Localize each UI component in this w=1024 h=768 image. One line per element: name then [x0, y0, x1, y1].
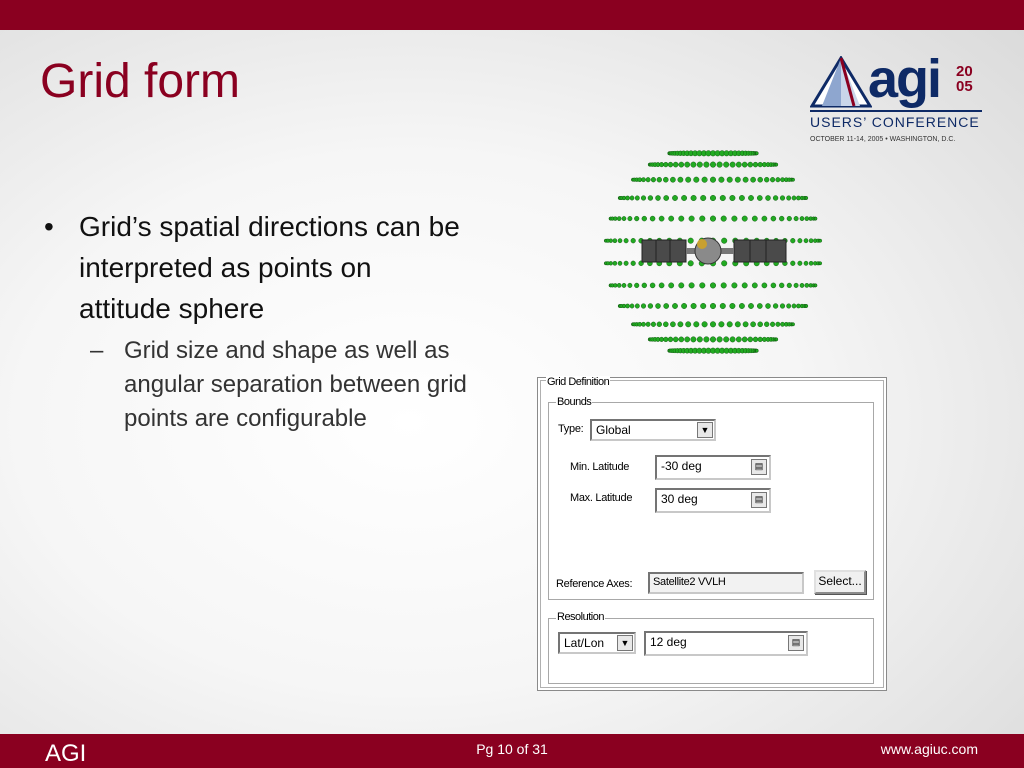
grid-point: [743, 322, 748, 327]
grid-point: [732, 216, 738, 222]
grid-point: [787, 216, 792, 221]
grid-point: [790, 261, 795, 266]
grid-point: [618, 239, 622, 243]
grid-point: [689, 283, 695, 289]
grid-point: [757, 303, 762, 308]
logo-rule: [810, 110, 982, 112]
grid-point: [780, 196, 785, 201]
logo-subtitle: USERS’ CONFERENCE: [810, 114, 980, 130]
grid-definition-title: Grid Definition: [547, 376, 610, 388]
grid-point: [800, 216, 804, 220]
grid-point: [628, 216, 632, 221]
grid-point: [626, 304, 630, 308]
grid-point: [780, 322, 784, 326]
grid-point: [648, 304, 653, 309]
grid-point: [642, 216, 647, 221]
grid-point: [670, 322, 675, 327]
pyramid-logo-icon: [810, 56, 872, 110]
select-button[interactable]: Select...: [814, 570, 866, 594]
min-latitude-value: -30 deg: [661, 459, 702, 473]
grid-point: [771, 216, 776, 221]
grid-point: [691, 337, 696, 342]
unit-spin-icon[interactable]: ▤: [751, 459, 767, 475]
grid-point: [710, 337, 716, 343]
grid-point: [681, 195, 686, 200]
grid-point: [776, 177, 780, 182]
sub-bullet-item: [90, 334, 480, 436]
grid-point: [757, 195, 762, 200]
grid-point: [672, 195, 677, 200]
grid-point: [710, 195, 716, 201]
grid-point: [634, 216, 639, 221]
grid-point: [668, 337, 673, 342]
grid-point: [617, 217, 621, 221]
grid-point: [613, 217, 617, 221]
grid-point: [663, 162, 668, 167]
grid-point: [814, 284, 817, 287]
grid-point: [732, 283, 738, 289]
bullet-mark: •: [44, 211, 54, 242]
grid-point: [694, 177, 700, 183]
grid-point: [798, 261, 802, 266]
grid-point: [796, 196, 800, 200]
grid-point: [609, 261, 613, 265]
resolution-step-field[interactable]: [644, 631, 808, 656]
type-dropdown[interactable]: [590, 419, 716, 441]
grid-definition-form: [537, 377, 887, 691]
grid-point: [762, 283, 767, 288]
grid-point: [700, 303, 706, 309]
footer-url[interactable]: www.agiuc.com: [880, 741, 978, 757]
grid-point: [809, 239, 813, 243]
grid-point: [634, 283, 639, 288]
grid-point: [748, 337, 753, 342]
grid-point: [697, 337, 703, 343]
max-latitude-field[interactable]: [655, 488, 771, 513]
grid-point: [721, 216, 727, 222]
grid-point: [681, 303, 686, 308]
bounds-title: Bounds: [557, 396, 592, 408]
grid-point: [657, 322, 662, 327]
grid-point: [622, 283, 626, 287]
resolution-mode-value: Lat/Lon: [564, 636, 605, 650]
grid-point: [669, 216, 674, 221]
grid-point: [775, 338, 778, 341]
grid-point: [685, 177, 690, 182]
grid-point: [750, 322, 755, 327]
grid-point: [804, 261, 808, 265]
grid-point: [780, 304, 785, 309]
grid-point: [659, 162, 663, 167]
logo-year-top: 20: [956, 63, 973, 80]
dropdown-arrow-icon[interactable]: ▼: [617, 635, 633, 651]
grid-point: [800, 283, 804, 287]
grid-point: [753, 162, 758, 167]
unit-spin-icon[interactable]: ▤: [751, 492, 767, 508]
grid-point: [719, 177, 725, 183]
grid-point: [685, 162, 690, 167]
logo-dates: OCTOBER 11-14, 2005 • WASHINGTON, D.C.: [810, 136, 956, 143]
top-banner: [0, 0, 1024, 30]
grid-point: [730, 303, 736, 309]
grid-point: [655, 303, 660, 308]
grid-point: [631, 238, 636, 243]
grid-point: [727, 322, 733, 328]
grid-point: [702, 322, 708, 328]
grid-point: [622, 304, 626, 308]
grid-point: [805, 304, 808, 307]
grid-point: [758, 162, 763, 167]
grid-point: [710, 303, 716, 309]
grid-point: [762, 216, 767, 221]
type-dropdown-value: Global: [596, 423, 631, 437]
grid-point: [717, 162, 723, 168]
grid-point: [758, 177, 763, 182]
grid-point: [792, 178, 795, 181]
grid-point: [805, 196, 808, 199]
grid-point: [663, 337, 668, 342]
grid-point: [679, 162, 684, 167]
grid-point: [700, 283, 706, 289]
grid-point: [721, 238, 727, 244]
sub-bullet-text: Grid size and shape as well as angular separation between grid points are configurable: [124, 337, 467, 432]
grid-point: [756, 349, 759, 352]
grid-point: [663, 322, 668, 327]
grid-point: [689, 216, 695, 222]
grid-point: [819, 262, 822, 265]
resolution-mode-dropdown[interactable]: [558, 632, 636, 654]
grid-point: [626, 196, 630, 200]
footer-brand: AGI: [45, 740, 87, 767]
grid-point: [723, 162, 729, 168]
logo-wordmark: agi: [868, 49, 941, 109]
dropdown-arrow-icon[interactable]: ▼: [697, 422, 713, 438]
grid-point: [805, 217, 809, 221]
grid-point: [739, 303, 744, 308]
slide-title: Grid form: [40, 55, 241, 108]
resolution-step-value: 12 deg: [650, 635, 687, 649]
min-latitude-label: Min. Latitude: [570, 461, 630, 473]
grid-point: [758, 337, 763, 342]
grid-point: [736, 337, 741, 342]
grid-point: [804, 239, 808, 243]
grid-point: [651, 177, 656, 182]
grid-point: [748, 195, 753, 200]
grid-point: [624, 261, 628, 266]
grid-point: [773, 196, 778, 201]
grid-point: [635, 196, 639, 201]
grid-point: [641, 304, 646, 309]
reference-axes-field[interactable]: [648, 572, 804, 594]
grid-point: [685, 337, 690, 342]
grid-point: [776, 322, 780, 327]
grid-point: [735, 322, 740, 327]
bullet-text: Grid’s spatial directions can be interpreted as points on attitude sphere: [79, 211, 460, 324]
grid-point: [786, 196, 790, 201]
grid-point: [646, 177, 650, 182]
grid-point: [635, 304, 639, 309]
grid-point: [673, 162, 678, 167]
sub-bullet-mark: –: [90, 337, 104, 364]
grid-point: [719, 322, 725, 328]
grid-point: [792, 304, 796, 308]
grid-point: [720, 195, 726, 201]
grid-point: [617, 283, 621, 287]
grid-point: [710, 216, 716, 222]
grid-point: [655, 195, 660, 200]
grid-point: [659, 283, 664, 288]
grid-point: [710, 322, 716, 328]
bullet-item: [44, 206, 464, 329]
attitude-sphere-grid-image: [598, 140, 828, 368]
grid-point: [723, 337, 729, 343]
grid-point: [790, 238, 795, 243]
grid-point: [792, 323, 795, 326]
grid-point: [704, 337, 710, 343]
grid-point: [798, 238, 802, 243]
grid-point: [730, 195, 736, 201]
grid-point: [758, 322, 763, 327]
page-number: Pg 10 of 31: [476, 741, 548, 757]
logo-year-bottom: 05: [956, 78, 973, 95]
grid-point: [641, 196, 646, 201]
grid-point: [770, 177, 775, 182]
grid-point: [748, 303, 753, 308]
grid-point: [651, 322, 656, 327]
type-label: Type:: [558, 423, 584, 435]
grid-point: [697, 162, 703, 168]
max-latitude-label: Max. Latitude: [570, 492, 633, 504]
grid-point: [779, 216, 784, 221]
grid-point: [630, 196, 634, 200]
grid-point: [742, 337, 747, 342]
grid-point: [779, 283, 784, 288]
grid-point: [650, 283, 655, 288]
grid-point: [721, 283, 727, 289]
grid-point: [641, 178, 645, 182]
satellite-model-icon: [642, 238, 786, 264]
grid-point: [613, 261, 617, 265]
grid-point: [631, 261, 636, 266]
grid-point: [638, 178, 642, 182]
grid-point: [735, 177, 740, 182]
grid-point: [618, 261, 622, 265]
grid-point: [730, 337, 735, 342]
grid-point: [796, 304, 800, 308]
grid-point: [691, 303, 697, 309]
grid-point: [727, 177, 733, 183]
grid-point: [679, 337, 684, 342]
grid-point: [672, 303, 677, 308]
grid-point: [748, 162, 753, 167]
resolution-title: Resolution: [557, 611, 604, 623]
grid-point: [650, 216, 655, 221]
grid-point: [764, 177, 769, 182]
grid-point: [794, 216, 798, 221]
grid-point: [700, 195, 706, 201]
grid-point: [668, 162, 673, 167]
grid-point: [628, 283, 632, 288]
min-latitude-field[interactable]: [655, 455, 771, 480]
grid-point: [736, 162, 741, 167]
grid-point: [638, 322, 642, 326]
grid-point: [673, 337, 678, 342]
grid-point: [742, 216, 747, 221]
grid-point: [663, 177, 668, 182]
grid-point: [765, 303, 770, 308]
grid-point: [764, 322, 769, 327]
grid-point: [739, 195, 744, 200]
grid-point: [753, 337, 758, 342]
agi-conference-logo: [806, 49, 986, 150]
grid-point: [679, 283, 684, 288]
grid-point: [691, 162, 696, 167]
grid-point: [664, 303, 669, 308]
reference-axes-value: Satellite2 VVLH: [653, 576, 726, 588]
grid-point: [609, 239, 613, 243]
grid-point: [710, 177, 716, 183]
grid-point: [752, 216, 757, 221]
grid-point: [750, 177, 755, 182]
grid-point: [659, 216, 664, 221]
grid-point: [630, 304, 634, 308]
grid-point: [641, 322, 645, 326]
grid-point: [770, 322, 775, 327]
grid-point: [710, 162, 716, 168]
grid-point: [787, 283, 792, 288]
grid-point: [819, 239, 822, 242]
grid-point: [688, 238, 694, 244]
grid-point: [704, 162, 710, 168]
grid-point: [691, 195, 697, 201]
grid-point: [702, 177, 708, 183]
grid-point: [678, 322, 683, 327]
grid-point: [794, 283, 798, 288]
grid-point: [765, 195, 770, 200]
grid-point: [720, 303, 726, 309]
grid-point: [743, 177, 748, 182]
grid-point: [814, 217, 817, 220]
grid-point: [679, 216, 684, 221]
grid-point: [730, 162, 735, 167]
logo-year: [956, 64, 973, 94]
grid-point: [786, 304, 790, 309]
grid-point: [780, 178, 784, 182]
grid-point: [742, 283, 747, 288]
grid-point: [657, 177, 662, 182]
grid-point: [710, 283, 716, 289]
grid-point: [670, 177, 675, 182]
grid-point: [642, 283, 647, 288]
grid-point: [685, 322, 690, 327]
grid-point: [613, 283, 617, 287]
grid-point: [805, 283, 809, 287]
max-latitude-value: 30 deg: [661, 492, 698, 506]
grid-point: [792, 196, 796, 200]
grid-point: [678, 177, 683, 182]
grid-point: [771, 283, 776, 288]
grid-point: [659, 337, 663, 342]
grid-point: [624, 238, 628, 243]
grid-point: [694, 322, 700, 328]
grid-point: [613, 239, 617, 243]
grid-point: [648, 196, 653, 201]
grid-point: [775, 163, 778, 166]
grid-point: [646, 322, 650, 327]
grid-point: [809, 261, 813, 265]
grid-point: [773, 304, 778, 309]
grid-point: [752, 283, 757, 288]
grid-point: [664, 195, 669, 200]
grid-point: [688, 261, 694, 267]
grid-point: [717, 337, 723, 343]
grid-point: [622, 216, 626, 220]
grid-point: [622, 196, 626, 200]
reference-axes-label: Reference Axes:: [556, 578, 633, 590]
grid-point: [721, 261, 727, 267]
grid-point: [742, 162, 747, 167]
unit-spin-icon[interactable]: ▤: [788, 635, 804, 651]
grid-point: [700, 216, 706, 222]
grid-point: [756, 152, 759, 155]
grid-point: [669, 283, 674, 288]
